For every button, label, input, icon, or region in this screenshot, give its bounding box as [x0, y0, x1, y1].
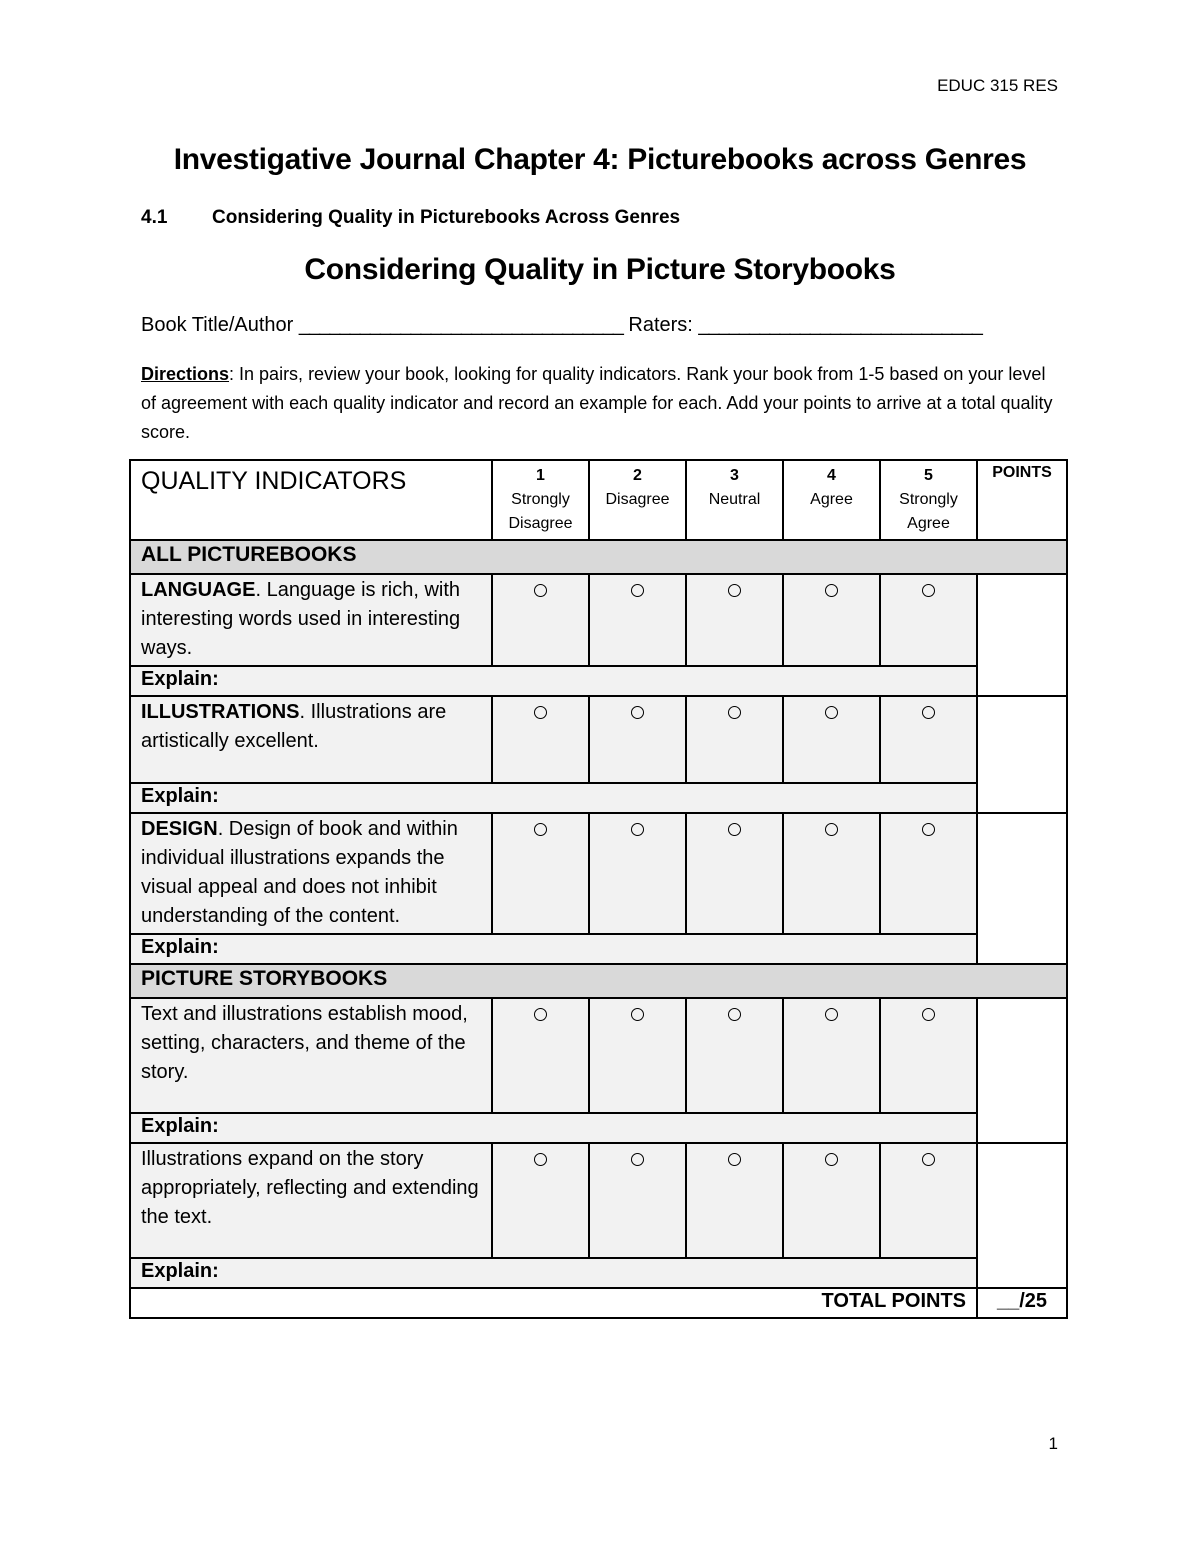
indicator-description: Illustrations expand on the story appropriately, reflecting and extending the text. [141, 1148, 479, 1228]
directions [141, 360, 1061, 447]
table-header-row [130, 460, 1067, 540]
rating-cell-5 [880, 696, 977, 783]
indicator-text [130, 813, 492, 934]
points-cell[interactable] [977, 1143, 1067, 1288]
indicator-text [130, 998, 492, 1113]
points-cell[interactable] [977, 813, 1067, 964]
explain-row [130, 783, 1067, 813]
scale-header-1: 1 Strongly Disagree [492, 460, 589, 540]
directions-label: Directions [141, 364, 230, 384]
scale-header-2: 2 Disagree [589, 460, 686, 540]
scale-header-4: 4 Agree [783, 460, 880, 540]
rating-radio-1[interactable] [534, 823, 547, 836]
rating-cell-2 [589, 813, 686, 934]
rating-radio-3[interactable] [728, 706, 741, 719]
raters-blank[interactable]: ____________________________ [698, 314, 982, 336]
total-points-value[interactable]: __/25 [977, 1288, 1067, 1318]
rating-cell-4 [783, 813, 880, 934]
rating-cell-1 [492, 998, 589, 1113]
rating-radio-2[interactable] [631, 706, 644, 719]
group-header-row [130, 540, 1067, 574]
section-number: 4.1 [141, 207, 168, 228]
rating-radio-5[interactable] [922, 1008, 935, 1021]
directions-text: : In pairs, review your book, looking for quality indicators. Rank your book from 1-5 based on your level of agreement with each quality indicator and record an example for each. Add your points to arrive at a total quality score. [141, 364, 1053, 442]
group-header-row [130, 964, 1067, 998]
rating-cell-2 [589, 696, 686, 783]
rating-cell-5 [880, 1143, 977, 1258]
book-title-blank[interactable]: ________________________________ [298, 314, 623, 336]
indicator-lead: DESIGN [141, 818, 218, 840]
quality-indicators-header: QUALITY INDICATORS [130, 460, 492, 540]
rating-cell-4 [783, 998, 880, 1113]
rating-radio-3[interactable] [728, 823, 741, 836]
rating-radio-5[interactable] [922, 706, 935, 719]
indicator-description: Text and illustrations establish mood, setting, characters, and theme of the story. [141, 1003, 468, 1083]
rating-cell-3 [686, 696, 783, 783]
indicator-text [130, 574, 492, 666]
quality-rubric-table [129, 459, 1068, 1319]
page-number: 1 [1048, 1434, 1058, 1453]
rating-cell-4 [783, 696, 880, 783]
rating-radio-5[interactable] [922, 1153, 935, 1166]
rating-radio-4[interactable] [825, 1153, 838, 1166]
rating-radio-2[interactable] [631, 1008, 644, 1021]
indicator-description: . Design of book and within individual illustrations expands the visual appeal and does not inhibit understanding of the content. [141, 818, 458, 927]
rating-radio-1[interactable] [534, 1153, 547, 1166]
rating-cell-1 [492, 696, 589, 783]
indicator-description: . Illustrations are artistically excellent. [141, 701, 447, 752]
group-label: ALL PICTUREBOOKS [130, 540, 1067, 574]
book-fields [141, 314, 982, 337]
raters-label: Raters: [628, 314, 693, 336]
rating-radio-3[interactable] [728, 1153, 741, 1166]
indicator-row [130, 696, 1067, 783]
rating-cell-3 [686, 1143, 783, 1258]
points-header: POINTS [977, 460, 1067, 540]
rating-radio-1[interactable] [534, 584, 547, 597]
rating-cell-4 [783, 574, 880, 666]
explain-row [130, 666, 1067, 696]
rating-cell-3 [686, 998, 783, 1113]
explain-row [130, 1258, 1067, 1288]
rating-radio-4[interactable] [825, 823, 838, 836]
rating-radio-2[interactable] [631, 584, 644, 597]
points-cell[interactable] [977, 574, 1067, 696]
course-code: EDUC 315 RES [937, 76, 1058, 95]
group-label: PICTURE STORYBOOKS [130, 964, 1067, 998]
page-title: Investigative Journal Chapter 4: Picturebooks across Genres [173, 143, 1027, 176]
rating-cell-5 [880, 998, 977, 1113]
total-row [130, 1288, 1067, 1318]
section-heading [141, 207, 680, 229]
rating-radio-4[interactable] [825, 584, 838, 597]
rating-cell-1 [492, 574, 589, 666]
scale-header-3: 3 Neutral [686, 460, 783, 540]
explain-label[interactable]: Explain: [130, 934, 977, 964]
indicator-lead: LANGUAGE [141, 579, 256, 601]
indicator-row [130, 813, 1067, 934]
indicator-description: . Language is rich, with interesting words used in interesting ways. [141, 579, 461, 659]
rating-cell-4 [783, 1143, 880, 1258]
explain-label[interactable]: Explain: [130, 1258, 977, 1288]
rating-cell-2 [589, 998, 686, 1113]
book-title-label: Book Title/Author [141, 314, 294, 336]
rating-radio-4[interactable] [825, 706, 838, 719]
rating-radio-5[interactable] [922, 584, 935, 597]
indicator-lead: ILLUSTRATIONS [141, 701, 300, 723]
rating-cell-5 [880, 574, 977, 666]
points-cell[interactable] [977, 998, 1067, 1143]
rating-cell-3 [686, 574, 783, 666]
rating-cell-1 [492, 813, 589, 934]
indicator-text [130, 1143, 492, 1258]
rating-radio-2[interactable] [631, 823, 644, 836]
section-title: Considering Quality in Picturebooks Across Genres [212, 207, 681, 228]
rating-radio-3[interactable] [728, 1008, 741, 1021]
rating-radio-5[interactable] [922, 823, 935, 836]
points-cell[interactable] [977, 696, 1067, 813]
scale-header-5: 5 Strongly Agree [880, 460, 977, 540]
total-points-label: TOTAL POINTS [130, 1288, 977, 1318]
subtitle: Considering Quality in Picture Storybooks [304, 253, 896, 286]
explain-label[interactable]: Explain: [130, 783, 977, 813]
rating-radio-1[interactable] [534, 706, 547, 719]
explain-label[interactable]: Explain: [130, 1113, 977, 1143]
indicator-text [130, 696, 492, 783]
rating-cell-2 [589, 1143, 686, 1258]
rating-cell-1 [492, 1143, 589, 1258]
indicator-row [130, 998, 1067, 1113]
explain-row [130, 934, 1067, 964]
rating-cell-2 [589, 574, 686, 666]
explain-row [130, 1113, 1067, 1143]
rating-cell-5 [880, 813, 977, 934]
indicator-row [130, 1143, 1067, 1258]
rating-radio-4[interactable] [825, 1008, 838, 1021]
indicator-row [130, 574, 1067, 666]
rating-radio-1[interactable] [534, 1008, 547, 1021]
rating-radio-3[interactable] [728, 584, 741, 597]
rating-cell-3 [686, 813, 783, 934]
explain-label[interactable]: Explain: [130, 666, 977, 696]
rating-radio-2[interactable] [631, 1153, 644, 1166]
